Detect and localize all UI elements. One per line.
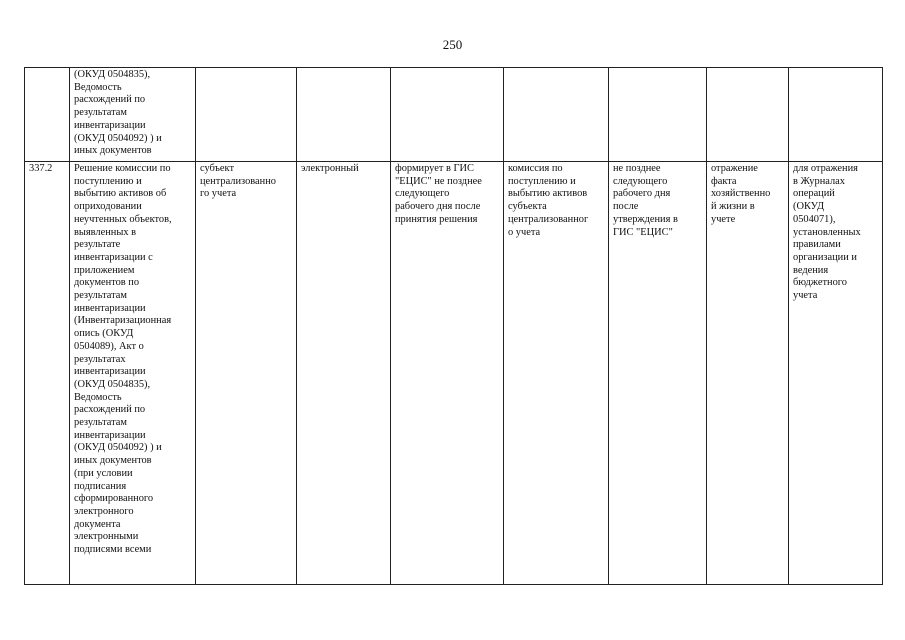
cell-deadline: не позднее следующего рабочего дня после утверждения в ГИС "ЕЦИС" bbox=[609, 162, 707, 585]
cell-document: Решение комиссии по поступлению и выбытию активов об оприходовании неучтенных объектов, выявленных в результате инвентаризации с приложением документов по результатам инвентаризации (Инвентаризационная опись (ОКУД 0504089), Акт о результатах инвентаризации (ОКУД 0504835), Ведомость расхождений по результатам инвентаризации (ОКУД 0504092) ) и иных документов (при условии подписания сформированного электронного документа электронными подписями всеми bbox=[70, 162, 196, 585]
cell-formation bbox=[391, 68, 504, 162]
table-row bbox=[25, 68, 883, 162]
cell-format bbox=[297, 68, 391, 162]
cell-purpose bbox=[707, 68, 789, 162]
table-row bbox=[25, 162, 883, 585]
cell-document: (ОКУД 0504835), Ведомость расхождений по результатам инвентаризации (ОКУД 0504092) ) и иных документов bbox=[70, 68, 196, 162]
cell-deadline bbox=[609, 68, 707, 162]
cell-format: электронный bbox=[297, 162, 391, 585]
cell-usage bbox=[789, 68, 883, 162]
cell-purpose: отражение факта хозяйственно й жизни в учете bbox=[707, 162, 789, 585]
cell-approver bbox=[504, 68, 609, 162]
document-table bbox=[24, 67, 883, 585]
cell-number: 337.2 bbox=[25, 162, 70, 585]
cell-creator: субъект централизованно го учета bbox=[196, 162, 297, 585]
cell-formation: формирует в ГИС "ЕЦИС" не позднее следующего рабочего дня после принятия решения bbox=[391, 162, 504, 585]
cell-approver: комиссия по поступлению и выбытию активов субъекта централизованног о учета bbox=[504, 162, 609, 585]
cell-usage: для отражения в Журналах операций (ОКУД 0504071), установленных правилами организации и ведения бюджетного учета bbox=[789, 162, 883, 585]
cell-creator bbox=[196, 68, 297, 162]
page-number: 250 bbox=[442, 37, 463, 52]
cell-number bbox=[25, 68, 70, 162]
